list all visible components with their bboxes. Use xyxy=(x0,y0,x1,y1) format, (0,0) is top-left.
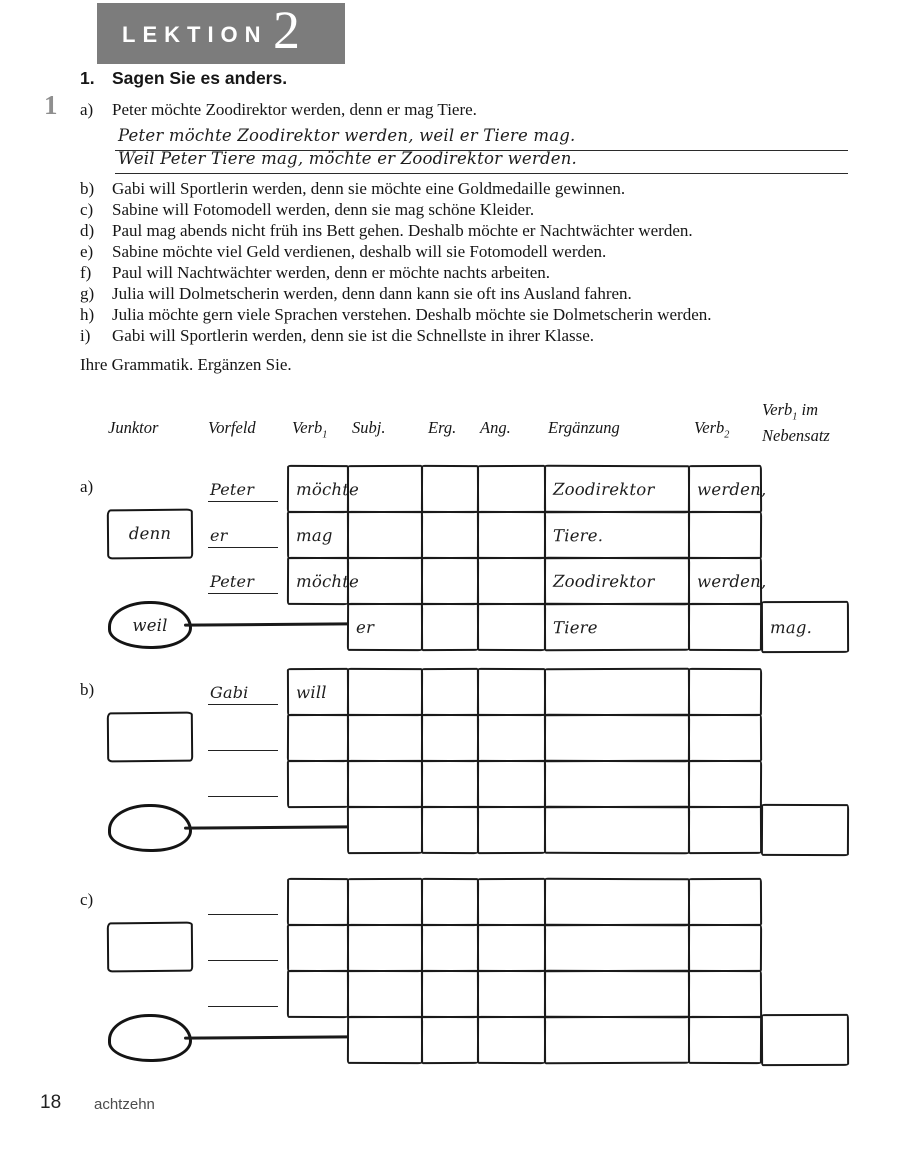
grammar-cell-erg xyxy=(421,714,479,762)
grammar-cell-ergaenzung xyxy=(544,878,690,927)
grammar-cell-erg xyxy=(421,1016,479,1064)
grammar-cell-erg xyxy=(421,924,479,972)
grammar-cell-ang xyxy=(477,714,546,762)
grammar-cell-ang xyxy=(477,878,546,926)
grammar-cell-ang xyxy=(477,465,546,513)
grammar-cell-verb2 xyxy=(688,760,762,808)
grammar-cell-ergaenzung xyxy=(544,668,690,717)
grammar-cell-ang xyxy=(477,603,546,651)
col-junktor: Junktor xyxy=(108,418,159,437)
grammar-section-b xyxy=(0,668,900,860)
item-text: Sabine will Fotomodell werden, denn sie mag schöne Kleider. xyxy=(112,200,535,219)
grammar-cell-ang xyxy=(477,668,546,716)
grammar-cell-ang xyxy=(477,760,546,808)
item-text: Paul will Nachtwächter werden, denn er möchte nachts arbeiten. xyxy=(112,263,551,282)
section-label: c) xyxy=(80,890,94,909)
item-label: c) xyxy=(80,200,94,219)
lesson-label: LEKTION xyxy=(122,22,268,47)
grammar-cell-subj xyxy=(347,668,423,716)
item-row-f xyxy=(80,263,550,284)
grammar-cell-subj xyxy=(347,1016,423,1064)
grammar-cell-verb2 xyxy=(688,970,762,1018)
section-label: a) xyxy=(80,477,94,496)
vorfeld-line: Peter xyxy=(208,477,278,502)
grammar-cell-subj xyxy=(347,970,423,1018)
grammar-cell-verb1: möchte xyxy=(287,465,349,513)
junktor-oval: weil xyxy=(108,601,192,649)
col-erg: Erg. xyxy=(428,418,457,437)
junktor-box xyxy=(107,712,193,763)
junktor-oval xyxy=(108,804,192,852)
grammar-cell-erg xyxy=(421,806,479,854)
grammar-cell-erg xyxy=(421,760,479,808)
exercise-number: 1. xyxy=(80,68,95,88)
vorfeld-line: er xyxy=(208,523,278,548)
col-subj: Subj. xyxy=(352,418,386,437)
grammar-cell-verb1 xyxy=(287,760,349,808)
grammar-cell-subj xyxy=(347,924,423,972)
grammar-cell-ang xyxy=(477,511,546,559)
vorfeld-line: Peter xyxy=(208,569,278,594)
vorfeld-line xyxy=(208,936,278,961)
grammar-section-a xyxy=(0,465,900,657)
vorfeld-line: Gabi xyxy=(208,680,278,705)
col-verb2: Verb$_2$ xyxy=(694,418,730,441)
answer-line-2: Weil Peter Tiere mag, möchte er Zoodirektor werden. xyxy=(115,149,848,174)
item-row-h xyxy=(80,305,712,326)
junktor-box: denn xyxy=(107,509,193,560)
grammar-cell-ergaenzung xyxy=(544,714,690,763)
page-number: 18 xyxy=(40,1092,62,1113)
junktor-connector-line xyxy=(184,825,349,829)
exercise-title: Sagen Sie es anders. xyxy=(112,68,288,88)
grammar-cell-subj xyxy=(347,806,423,854)
grammar-cell-ergaenzung xyxy=(544,760,690,809)
grammar-cell-ang xyxy=(477,806,546,854)
grammar-instruction: Ihre Grammatik. Ergänzen Sie. xyxy=(80,355,292,374)
vorfeld-line xyxy=(208,982,278,1007)
grammar-cell-subj xyxy=(347,465,423,513)
item-text: Sabine möchte viel Geld verdienen, deshalb will sie Fotomodell werden. xyxy=(112,242,607,261)
grammar-cell-verb2 xyxy=(688,806,762,854)
grammar-cell-verb2 xyxy=(688,668,762,716)
grammar-cell-verb1: möchte xyxy=(287,557,349,605)
lesson-header xyxy=(97,0,345,64)
item-text: Gabi will Sportlerin werden, denn sie ist die Schnellste in ihrer Klasse. xyxy=(112,326,595,345)
margin-exercise-number: 1 xyxy=(44,90,58,120)
grammar-cell-verb1 xyxy=(287,714,349,762)
grammar-cell-verb2 xyxy=(688,714,762,762)
grammar-cell-ergaenzung xyxy=(544,924,690,973)
grammar-cell-verb1-nebensatz xyxy=(761,1014,849,1066)
grammar-cell-verb1-nebensatz: mag. xyxy=(761,601,849,653)
col-ang: Ang. xyxy=(480,418,511,437)
grammar-cell-subj xyxy=(347,878,423,926)
grammar-cell-erg xyxy=(421,465,479,513)
item-row-g xyxy=(80,284,632,305)
item-row-d xyxy=(80,221,693,242)
grammar-cell-verb2 xyxy=(688,924,762,972)
junktor-oval xyxy=(108,1014,192,1062)
item-row-e xyxy=(80,242,606,263)
grammar-cell-verb2 xyxy=(688,603,762,651)
grammar-cell-verb1: mag xyxy=(287,511,349,559)
grammar-cell-ang xyxy=(477,970,546,1018)
grammar-cell-subj xyxy=(347,760,423,808)
item-label: f) xyxy=(80,263,92,282)
grammar-cell-verb1: will xyxy=(287,668,349,716)
grammar-cell-erg xyxy=(421,511,479,559)
item-label: g) xyxy=(80,284,95,303)
grammar-cell-subj: er xyxy=(347,603,423,651)
lesson-number: 2 xyxy=(273,0,300,60)
item-row-i xyxy=(80,326,594,347)
item-label: b) xyxy=(80,179,95,198)
grammar-section-c xyxy=(0,878,900,1070)
grammar-cell-ang xyxy=(477,924,546,972)
grammar-cell-verb2: werden, xyxy=(688,465,762,513)
junktor-connector-line xyxy=(184,622,349,626)
grammar-cell-ergaenzung xyxy=(544,970,690,1019)
item-label: a) xyxy=(80,100,94,119)
item-label: d) xyxy=(80,221,95,240)
grammar-cell-verb2 xyxy=(688,1016,762,1064)
item-text: Paul mag abends nicht früh ins Bett gehen. Deshalb möchte er Nachtwächter werden. xyxy=(112,221,693,240)
grammar-cell-verb2: werden, xyxy=(688,557,762,605)
grammar-cell-erg xyxy=(421,557,479,605)
exercise-heading xyxy=(80,68,287,89)
grammar-cell-ang xyxy=(477,1016,546,1064)
grammar-cell-ergaenzung xyxy=(544,806,690,855)
page-number-word: achtzehn xyxy=(94,1096,155,1113)
junktor-connector-line xyxy=(184,1035,349,1039)
grammar-cell-verb2 xyxy=(688,511,762,559)
grammar-cell-verb1 xyxy=(287,924,349,972)
item-text: Julia möchte gern viele Sprachen verstehen. Deshalb möchte sie Dolmetscherin werden. xyxy=(112,305,712,324)
grammar-cell-subj xyxy=(347,511,423,559)
item-label: h) xyxy=(80,305,95,324)
item-text: Julia will Dolmetscherin werden, denn dann kann sie oft ins Ausland fahren. xyxy=(112,284,632,303)
grammar-cell-ergaenzung: Tiere xyxy=(544,603,690,652)
grammar-cell-subj xyxy=(347,714,423,762)
vorfeld-line xyxy=(208,726,278,751)
grammar-cell-verb1 xyxy=(287,878,349,926)
col-ergaenzung: Ergänzung xyxy=(548,418,620,437)
grammar-cell-ang xyxy=(477,557,546,605)
grammar-cell-verb2 xyxy=(688,878,762,926)
grammar-cell-ergaenzung: Zoodirektor xyxy=(544,465,690,514)
junktor-box xyxy=(107,922,193,973)
item-label: i) xyxy=(80,326,91,345)
vorfeld-line xyxy=(208,890,278,915)
col-verb1-nebensatz: Verb$_1$ im Nebensatz xyxy=(762,400,830,446)
answer-line-1: Peter möchte Zoodirektor werden, weil er Tiere mag. xyxy=(115,126,848,151)
grammar-cell-subj xyxy=(347,557,423,605)
grammar-cell-erg xyxy=(421,970,479,1018)
grammar-cell-erg xyxy=(421,668,479,716)
grammar-cell-erg xyxy=(421,878,479,926)
vorfeld-line xyxy=(208,772,278,797)
grammar-cell-verb1 xyxy=(287,970,349,1018)
grammar-cell-ergaenzung: Zoodirektor xyxy=(544,557,690,606)
grammar-cell-ergaenzung: Tiere. xyxy=(544,511,690,560)
item-label: e) xyxy=(80,242,94,261)
item-text: Gabi will Sportlerin werden, denn sie möchte eine Goldmedaille gewinnen. xyxy=(112,179,626,198)
item-row-c xyxy=(80,200,534,221)
item-text: Peter möchte Zoodirektor werden, denn er mag Tiere. xyxy=(112,100,477,119)
item-row-b xyxy=(80,179,625,200)
item-row-a xyxy=(80,100,477,120)
grammar-cell-verb1-nebensatz xyxy=(761,804,849,856)
grammar-cell-erg xyxy=(421,603,479,651)
grammar-cell-ergaenzung xyxy=(544,1016,690,1065)
section-label: b) xyxy=(80,680,95,699)
col-verb1: Verb$_1$ xyxy=(292,418,328,441)
col-vorfeld: Vorfeld xyxy=(208,418,256,437)
